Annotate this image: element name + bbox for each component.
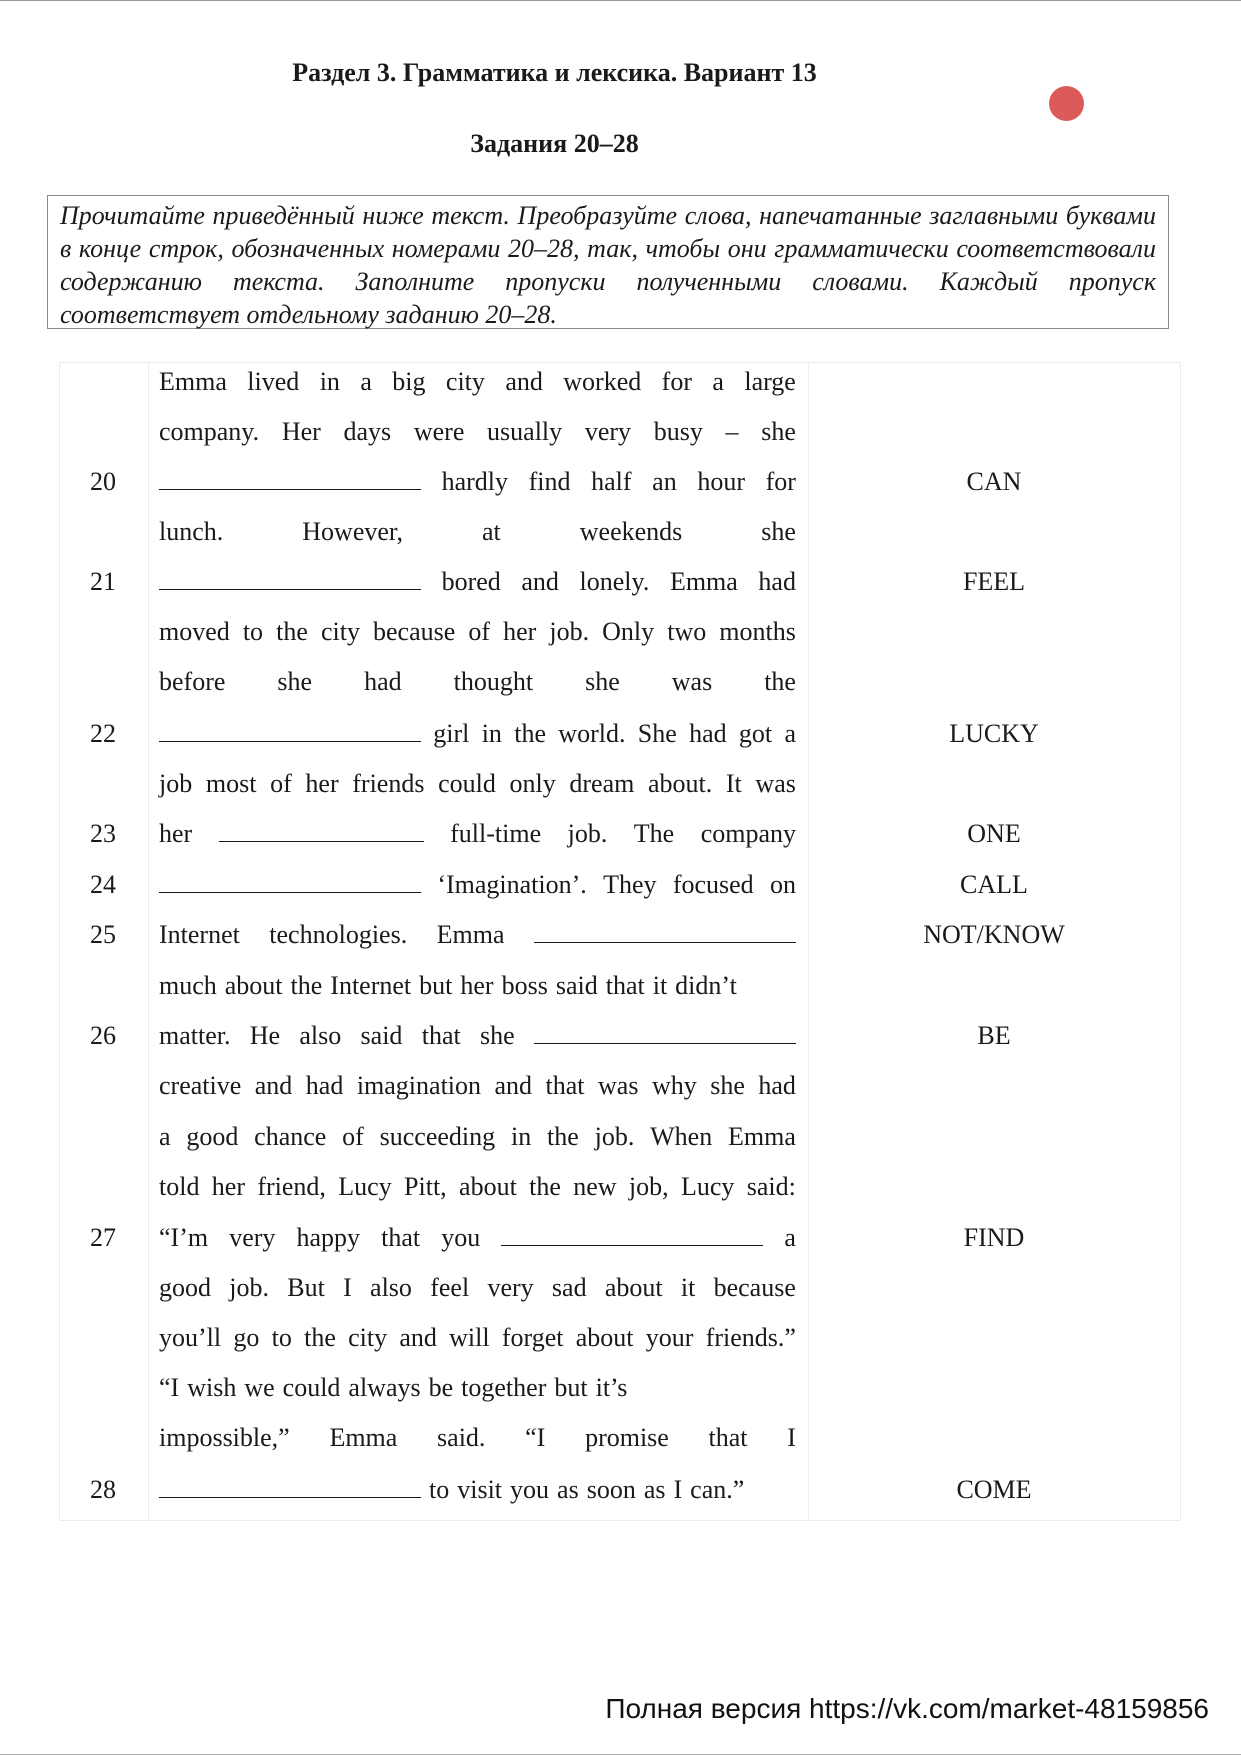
passage-word: about [459, 1172, 517, 1201]
passage-line [159, 819, 796, 849]
passage-word: she [480, 1021, 515, 1050]
passage-word: Pitt, [404, 1172, 447, 1201]
passage-word: good [186, 1122, 239, 1151]
passage-word: world. [558, 719, 626, 748]
passage-word: she [277, 667, 313, 696]
task-word: CALL [960, 870, 1028, 899]
task-number: 27 [90, 1223, 116, 1252]
passage-word: got [738, 719, 773, 748]
passage-word: large [744, 367, 796, 396]
passage-line [159, 1122, 796, 1152]
passage-word: friend, [257, 1172, 326, 1201]
passage-word: said [360, 1021, 403, 1050]
passage-word: They [603, 870, 657, 899]
passage-word: her [503, 617, 537, 646]
passage-word: big [392, 367, 426, 396]
passage-word: will [449, 1323, 490, 1352]
task-number: 20 [90, 467, 116, 496]
passage-word: you [510, 1475, 550, 1504]
passage-word: on [769, 870, 796, 899]
passage-word: in [510, 1122, 532, 1151]
passage-word: the [514, 719, 546, 748]
passage-word: told [159, 1172, 200, 1201]
column-divider [148, 363, 149, 1520]
passage-word: had [364, 667, 402, 696]
passage-word: a [712, 367, 724, 396]
passage-word: job, [628, 1172, 669, 1201]
task-word: BE [977, 1021, 1011, 1050]
passage-word: full-time [450, 819, 542, 848]
passage-word: a [159, 1122, 171, 1151]
passage-word: for [765, 467, 796, 496]
answer-blank [534, 1021, 796, 1044]
passage-word: imagination [356, 1071, 482, 1100]
passage-word: very [487, 1273, 534, 1302]
answer-blank [159, 870, 421, 893]
passage-word: that [605, 971, 645, 1000]
passage-word: had [758, 567, 796, 596]
passage-word: matter. [159, 1021, 231, 1050]
passage-word: most [205, 769, 257, 798]
passage-word: I [787, 1423, 796, 1452]
passage-word: months [719, 617, 796, 646]
passage-word: job. [567, 819, 608, 848]
passage-word: – [725, 417, 739, 446]
passage-word: visit [457, 1475, 503, 1504]
passage-word: weekends [579, 517, 683, 546]
passage-word: her [159, 819, 193, 848]
passage-word: friends [352, 769, 425, 798]
passage-word: in [481, 719, 502, 748]
task-word: LUCKY [949, 719, 1039, 748]
passage-word: I [673, 1475, 683, 1504]
passage-word: because [373, 617, 456, 646]
passage-word: could [282, 1373, 341, 1402]
passage-word: could [438, 769, 496, 798]
answer-blank [159, 567, 421, 590]
passage-word: job. [594, 1122, 635, 1151]
passage-word: wish [187, 1373, 237, 1402]
passage-word: half [591, 467, 632, 496]
passage-word: two [667, 617, 707, 646]
passage-word: focused [672, 870, 754, 899]
passage-word: we [244, 1373, 275, 1402]
record-dot-icon [1049, 86, 1084, 121]
passage-word: she [585, 667, 620, 696]
passage-word: as [557, 1475, 579, 1504]
passage-word: Internet [159, 920, 240, 949]
passage-line [159, 920, 796, 950]
passage-word: the [276, 617, 308, 646]
passage-line [159, 367, 796, 397]
passage-word: promise [585, 1423, 669, 1452]
passage-word: you’ll [159, 1323, 222, 1352]
passage-word: were [413, 417, 465, 446]
passage-word: a [784, 719, 796, 748]
task-word: NOT/KNOW [923, 920, 1065, 949]
passage-word: Her [281, 417, 321, 446]
passage-word: Emma [329, 1423, 398, 1452]
passage-line [159, 1475, 796, 1505]
passage-word: She [637, 719, 677, 748]
passage-word: friends.” [705, 1323, 796, 1352]
passage-line [159, 467, 796, 497]
instructions-box: Прочитайте приведённый ниже текст. Преобразуйте слова, напечатанные заглавными буквами в конце строк, обозначенных номерами 20–28, так, чтобы они грамматически соответствовали содержанию текста. Заполните пропуски полученными словами. Каждый пропуск соответствует отдельному заданию 20–28. [47, 195, 1169, 329]
passage-word: Emma [728, 1122, 796, 1151]
passage-word: moved [159, 617, 230, 646]
passage-line [159, 870, 796, 900]
task-number: 23 [90, 819, 116, 848]
passage-line [159, 1323, 796, 1353]
passage-line [159, 719, 796, 749]
passage-word: However, [302, 517, 404, 546]
passage-word: it’s [595, 1373, 628, 1402]
passage-word: Lucy [338, 1172, 392, 1201]
passage-word: as [643, 1475, 666, 1504]
passage-word: she [761, 417, 796, 446]
passage-word: of [270, 769, 292, 798]
passage-word: but [419, 971, 453, 1000]
passage-word: her [305, 769, 339, 798]
passage-line [159, 1373, 796, 1403]
passage-word: was [755, 769, 796, 798]
passage-word: “I [525, 1423, 546, 1452]
passage-word: said: [746, 1172, 796, 1201]
passage-line [159, 1223, 796, 1253]
passage-word: much [159, 971, 217, 1000]
passage-word: also [370, 1273, 412, 1302]
passage-word: the [290, 971, 323, 1000]
passage-word: to [271, 1323, 292, 1352]
passage-word: bored [441, 567, 501, 596]
passage-word: good [159, 1273, 211, 1302]
passage-line [159, 517, 796, 547]
passage-word: sad [551, 1273, 587, 1302]
passage-word: happy [296, 1223, 361, 1252]
passage-line [159, 667, 796, 697]
passage-word: feel [430, 1273, 470, 1302]
passage-word: When [650, 1122, 713, 1151]
passage-line [159, 971, 796, 1001]
passage-word: about [224, 971, 283, 1000]
passage-word: and [494, 1071, 533, 1100]
passage-word: why [651, 1071, 697, 1100]
passage-word: only [509, 769, 556, 798]
passage-word: also [299, 1021, 342, 1050]
passage-word: together [461, 1373, 547, 1402]
passage-word: it [652, 971, 668, 1000]
passage-word: the [529, 1172, 561, 1201]
passage-word: technologies. [269, 920, 408, 949]
passage-word: about [604, 1273, 663, 1302]
passage-word: find [528, 467, 571, 496]
passage-word: hour [697, 467, 745, 496]
passage-word: in [319, 367, 340, 396]
task-word: FEEL [962, 567, 1026, 596]
task-word: ONE [967, 819, 1021, 848]
passage-word: her [211, 1172, 245, 1201]
passage-word: impossible,” [159, 1423, 290, 1452]
passage-word: But [287, 1273, 325, 1302]
passage-word: Internet [330, 971, 412, 1000]
answer-blank [159, 719, 421, 742]
passage-word: very [229, 1223, 276, 1252]
passage-word: Emma [436, 920, 505, 949]
footer-link[interactable]: Полная версия https://vk.com/market-48159856 [605, 1693, 1209, 1724]
passage-word: had [305, 1071, 344, 1100]
passage-word: was [671, 667, 713, 696]
passage-word: because [713, 1273, 796, 1302]
passage-word: “I [159, 1373, 180, 1402]
passage-word: succeeding [379, 1122, 496, 1151]
passage-word: that [421, 1021, 461, 1050]
passage-word: was [598, 1071, 639, 1100]
task-number: 25 [90, 920, 116, 949]
passage-word: new [573, 1172, 617, 1201]
passage-word: before [159, 667, 226, 696]
passage-word: very [584, 417, 632, 446]
passage-word: It [725, 769, 742, 798]
passage-word: soon [586, 1475, 636, 1504]
passage-word: and [254, 1071, 293, 1100]
passage-word: job. [549, 617, 590, 646]
passage-word: city [348, 1323, 388, 1352]
passage-word: that [381, 1223, 421, 1252]
passage-line [159, 567, 796, 597]
passage-line [159, 1423, 796, 1453]
passage-word: your [645, 1323, 694, 1352]
passage-word: the [304, 1323, 336, 1352]
passage-word: had [758, 1071, 796, 1100]
passage-word: to [429, 1475, 450, 1504]
task-word: CAN [966, 467, 1022, 496]
task-number: 24 [90, 870, 116, 899]
passage-word: I [343, 1273, 352, 1302]
passage-word: of [342, 1122, 364, 1151]
passage-word: dream [569, 769, 635, 798]
passage-word: He [249, 1021, 281, 1050]
passage-word: her [460, 971, 494, 1000]
passage-word: always [348, 1373, 421, 1402]
passage-word: had [689, 719, 727, 748]
answer-blank [219, 819, 424, 842]
passage-word: be [428, 1373, 454, 1402]
passage-word: Emma [159, 367, 227, 396]
passage-line [159, 1021, 796, 1051]
passage-word: she [761, 517, 796, 546]
task-number: 22 [90, 719, 116, 748]
page-subtitle: Задания 20–28 [470, 129, 639, 158]
passage-word: company. [159, 417, 260, 446]
passage-word: worked [563, 367, 642, 396]
answer-blank [159, 467, 421, 490]
passage-word: days [343, 417, 392, 446]
passage-word: Emma [669, 567, 738, 596]
passage-word: company [700, 819, 796, 848]
passage-word: job [159, 769, 193, 798]
passage-word: the [547, 1122, 579, 1151]
passage-word: a [360, 367, 372, 396]
passage-word: an [652, 467, 677, 496]
answer-blank [159, 1475, 421, 1498]
passage-word: of [468, 617, 491, 646]
passage-word: creative [159, 1071, 242, 1100]
passage-word: Lucy [681, 1172, 735, 1201]
passage-word: about. [647, 769, 713, 798]
passage-word: city [320, 617, 360, 646]
task-number: 26 [90, 1021, 116, 1050]
passage-line [159, 417, 796, 447]
passage-word: chance [254, 1122, 327, 1151]
passage-word: said [555, 971, 598, 1000]
page-title: Раздел 3. Грамматика и лексика. Вариант 13 [292, 58, 817, 87]
passage-line [159, 769, 796, 799]
passage-word: at [482, 517, 501, 546]
passage-word: Only [602, 617, 655, 646]
passage-word: and [521, 567, 559, 596]
passage-word: and [505, 367, 543, 396]
passage-word: said. [437, 1423, 486, 1452]
passage-word: you [441, 1223, 481, 1252]
passage-word: city [445, 367, 485, 396]
passage-word: The [633, 819, 675, 848]
passage-word: usually [487, 417, 563, 446]
passage-word: busy [653, 417, 703, 446]
passage-word: boss [501, 971, 548, 1000]
passage-word: forget [501, 1323, 564, 1352]
passage-word: didn’t [675, 971, 737, 1000]
passage-word: job. [229, 1273, 269, 1302]
passage-word: the [764, 667, 796, 696]
passage-word: can.” [690, 1475, 745, 1504]
task-number: 28 [90, 1475, 116, 1504]
passage-word: that [545, 1071, 585, 1100]
passage-word: a [784, 1223, 796, 1252]
passage-word: lonely. [579, 567, 650, 596]
passage-line [159, 1172, 796, 1202]
answer-blank [501, 1223, 763, 1246]
passage-word: ‘Imagination’. [437, 870, 587, 899]
task-number: 21 [90, 567, 116, 596]
passage-word: that [708, 1423, 748, 1452]
passage-line [159, 617, 796, 647]
task-word: FIND [963, 1223, 1025, 1252]
passage-word: thought [453, 667, 534, 696]
passage-word: go [233, 1323, 260, 1352]
passage-word: she [710, 1071, 745, 1100]
task-word: COME [956, 1475, 1032, 1504]
answer-blank [534, 920, 796, 943]
top-rule [0, 0, 1241, 1]
passage-word: to [242, 617, 264, 646]
passage-word: lived [247, 367, 300, 396]
passage-word: girl [433, 719, 470, 748]
passage-word: hardly [441, 467, 509, 496]
passage-word: and [399, 1323, 437, 1352]
passage-word: for [661, 367, 692, 396]
passage-word: but [554, 1373, 588, 1402]
passage-word: about [575, 1323, 634, 1352]
passage-word: “I’m [159, 1223, 209, 1252]
passage-line [159, 1071, 796, 1101]
passage-word: it [680, 1273, 696, 1302]
passage-line [159, 1273, 796, 1303]
passage-word: lunch. [159, 517, 224, 546]
